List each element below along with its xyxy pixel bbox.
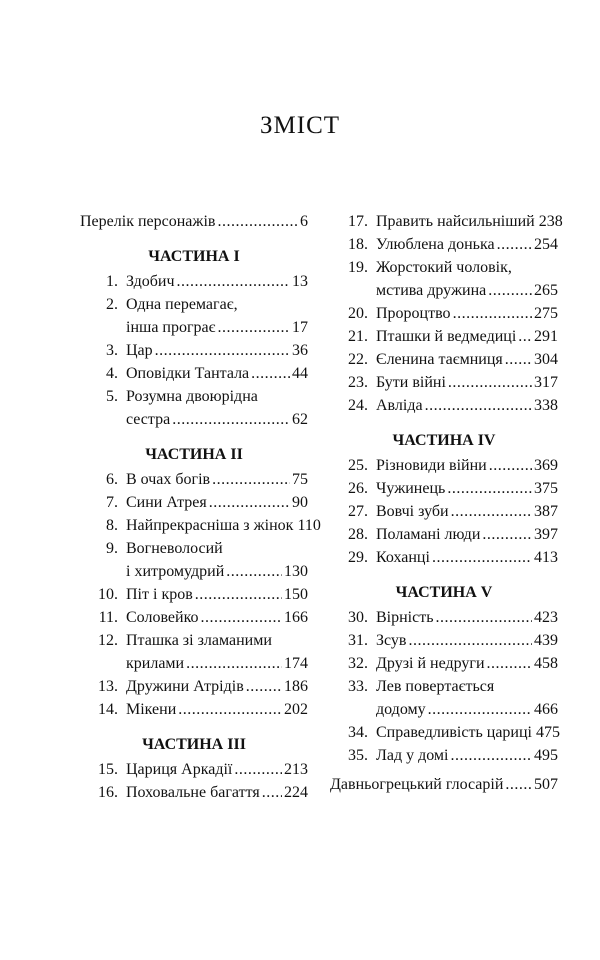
entry-page: 387 (534, 503, 558, 520)
entry-title: Здобич (126, 273, 175, 290)
toc-entry[interactable] (330, 302, 558, 325)
entry-title: В очах богів (126, 471, 211, 488)
toc-entry[interactable] (330, 477, 558, 500)
leader-dots (428, 698, 532, 721)
entry-number: 24. (348, 397, 368, 414)
entry-number: 21. (348, 328, 368, 345)
entry-page: 62 (292, 411, 308, 428)
toc-entry-line[interactable] (80, 537, 308, 560)
entry-title: Коханці (376, 549, 430, 566)
entry-number: 15. (98, 761, 118, 778)
part-entries (330, 210, 563, 417)
leader-dots (453, 302, 532, 325)
part-heading: ЧАСТИНА І (148, 248, 240, 265)
entry-number: 3. (106, 342, 118, 359)
entry-title: Вовчі зуби (376, 503, 449, 520)
entry-title: Поламані люди (376, 526, 481, 543)
leader-dots (226, 560, 282, 583)
entry-title-line1: Лев повертається (376, 678, 495, 695)
entry-page: 495 (534, 747, 558, 764)
toc-entry[interactable] (330, 233, 558, 256)
toc-entry[interactable] (330, 325, 558, 348)
entry-number: 4. (106, 365, 118, 382)
toc-entry-continuation[interactable] (80, 560, 308, 583)
toc-entry[interactable] (330, 773, 558, 796)
leader-dots (488, 279, 532, 302)
entry-number: 13. (98, 678, 118, 695)
entry-title: інша програє (126, 319, 216, 336)
leader-dots (487, 652, 532, 675)
part-heading: ЧАСТИНА ІІ (145, 446, 243, 463)
entry-page: 375 (534, 480, 558, 497)
entry-title: Править найсильніший (376, 213, 535, 230)
entry-number: 8. (106, 517, 118, 534)
toc-entry[interactable] (330, 210, 563, 233)
page-title: ЗМІСТ (259, 112, 341, 139)
leader-dots (234, 758, 282, 781)
entry-number: 22. (348, 351, 368, 368)
entry-title: Вірність (376, 609, 434, 626)
entry-number: 28. (348, 526, 368, 543)
toc-entry[interactable] (330, 500, 558, 523)
entry-page: 254 (534, 236, 558, 253)
entry-title: Давньогрецький глосарій (330, 776, 504, 793)
entry-number: 2. (106, 296, 118, 313)
toc-entry-line[interactable] (330, 675, 558, 698)
toc-column-left (80, 210, 321, 804)
entry-page: 44 (292, 365, 308, 382)
leader-dots (217, 210, 298, 233)
entry-page: 75 (292, 471, 308, 488)
entry-number: 34. (348, 724, 368, 741)
entry-title: Пророцтво (376, 305, 451, 322)
part-entries (80, 758, 308, 804)
entry-title-line1: Пташка зі зламаними (126, 632, 272, 649)
entry-number: 32. (348, 655, 368, 672)
entry-title-line1: Жорстокий чоловік, (376, 259, 512, 276)
entry-page: 275 (534, 305, 558, 322)
toc-entry[interactable] (330, 744, 558, 767)
toc-entry[interactable] (80, 468, 308, 491)
entry-number: 27. (348, 503, 368, 520)
part-entries (80, 468, 321, 721)
entry-page: 423 (534, 609, 558, 626)
leader-dots (218, 316, 290, 339)
leader-dots (178, 698, 282, 721)
toc-entry[interactable] (330, 629, 558, 652)
toc-entry[interactable] (80, 758, 308, 781)
leader-dots (155, 339, 290, 362)
entry-number: 30. (348, 609, 368, 626)
entry-page: 304 (534, 351, 558, 368)
entry-title-line1: Одна перемагає, (126, 296, 238, 313)
leader-dots (432, 546, 532, 569)
entry-title-line1: Вогневолосий (126, 540, 223, 557)
leader-dots (212, 468, 290, 491)
entry-number: 33. (348, 678, 368, 695)
toc-entry[interactable] (330, 721, 558, 744)
entry-number: 12. (98, 632, 118, 649)
leader-dots (482, 523, 532, 546)
entry-title: Різновиди війни (376, 457, 487, 474)
toc-entry-line[interactable] (80, 293, 308, 316)
entry-number: 25. (348, 457, 368, 474)
part-entries (330, 454, 558, 569)
entry-title: Лад у домі (376, 747, 449, 764)
leader-dots (246, 675, 282, 698)
leader-dots (408, 629, 532, 652)
entry-page: 110 (297, 517, 321, 534)
toc-entry-line[interactable] (80, 385, 308, 408)
leader-dots (505, 348, 532, 371)
toc-entry[interactable] (80, 362, 308, 385)
toc-entry[interactable] (330, 606, 558, 629)
entry-page: 224 (284, 784, 308, 801)
leader-dots (518, 325, 532, 348)
leader-dots (251, 362, 290, 385)
entry-title: Єленина таємниця (376, 351, 503, 368)
entry-page: 507 (534, 776, 558, 793)
entry-number: 6. (106, 471, 118, 488)
entry-number: 23. (348, 374, 368, 391)
entry-page: 6 (300, 213, 308, 230)
entry-title: Перелік персонажів (80, 213, 216, 230)
toc-entry[interactable] (330, 523, 558, 546)
entry-title: Бути війні (376, 374, 446, 391)
entry-number: 35. (348, 747, 368, 764)
entry-number: 5. (106, 388, 118, 405)
entry-page: 338 (534, 397, 558, 414)
entry-page: 17 (292, 319, 308, 336)
entry-title: Мікени (126, 701, 177, 718)
entry-page: 475 (536, 724, 560, 741)
entry-title: і хитромудрий (126, 563, 225, 580)
leader-dots (209, 491, 290, 514)
entry-page: 90 (292, 494, 308, 511)
leader-dots (172, 408, 290, 431)
entry-number: 26. (348, 480, 368, 497)
toc-entry[interactable] (80, 675, 308, 698)
leader-dots (447, 477, 532, 500)
leader-dots (195, 583, 282, 606)
toc-entry[interactable] (80, 210, 308, 233)
entry-number: 9. (106, 540, 118, 557)
toc-entry[interactable] (330, 546, 558, 569)
entry-page: 397 (534, 526, 558, 543)
entry-title: Друзі й недруги (376, 655, 485, 672)
entry-number: 11. (98, 609, 118, 626)
entry-title: Улюблена донька (376, 236, 495, 253)
entry-title-line1: Розумна двоюрідна (126, 388, 258, 405)
leader-dots (262, 781, 282, 804)
leader-dots (505, 773, 532, 796)
part-heading: ЧАСТИНА ІІІ (142, 736, 246, 753)
entry-number: 7. (106, 494, 118, 511)
entry-page: 439 (534, 632, 558, 649)
entry-title: Справедливість цариці (376, 724, 532, 741)
entry-page: 186 (284, 678, 308, 695)
toc-entry-continuation[interactable] (330, 279, 558, 302)
entry-number: 1. (106, 273, 118, 290)
entry-number: 17. (348, 213, 368, 230)
entry-number: 18. (348, 236, 368, 253)
leader-dots (451, 500, 532, 523)
entry-page: 202 (284, 701, 308, 718)
entry-title: Авліда (376, 397, 423, 414)
leader-dots (177, 270, 290, 293)
leader-dots (425, 394, 532, 417)
entry-title: додому (376, 701, 426, 718)
leader-dots (448, 371, 532, 394)
entry-number: 10. (98, 586, 118, 603)
toc-entry[interactable] (80, 514, 321, 537)
toc-entry[interactable] (80, 698, 308, 721)
entry-page: 458 (534, 655, 558, 672)
entry-number: 20. (348, 305, 368, 322)
entry-title: Соловейко (126, 609, 199, 626)
entry-page: 213 (284, 761, 308, 778)
entry-page: 265 (534, 282, 558, 299)
toc-entry[interactable] (80, 491, 308, 514)
entry-number: 31. (348, 632, 368, 649)
entry-title: Зсув (376, 632, 407, 649)
entry-title: Піт і кров (126, 586, 193, 603)
entry-title: Чужинець (376, 480, 446, 497)
toc-entry[interactable] (330, 394, 558, 417)
entry-title: Дружини Атрідів (126, 678, 244, 695)
leader-dots (436, 606, 532, 629)
entry-number: 19. (348, 259, 368, 276)
entry-title: Цариця Аркадії (126, 761, 233, 778)
toc-entry[interactable] (80, 339, 308, 362)
toc-entry-line[interactable] (330, 256, 558, 279)
entry-page: 317 (534, 374, 558, 391)
entry-page: 291 (534, 328, 558, 345)
toc-entry[interactable] (330, 454, 558, 477)
entry-title: Цар (126, 342, 153, 359)
toc-entry[interactable] (80, 781, 308, 804)
part-entries (330, 606, 558, 767)
entry-title: Найпрекрасніша з жінок (126, 517, 294, 534)
entry-number: 14. (98, 701, 118, 718)
entry-title: Пташки й ведмедиці (376, 328, 517, 345)
part-entries (80, 270, 308, 431)
entry-page: 369 (534, 457, 558, 474)
toc-entry[interactable] (330, 348, 558, 371)
leader-dots (451, 744, 533, 767)
entry-page: 13 (292, 273, 308, 290)
toc-entry-continuation[interactable] (80, 408, 308, 431)
part-heading: ЧАСТИНА IV (392, 432, 496, 449)
toc-entry[interactable] (80, 270, 308, 293)
leader-dots (489, 454, 532, 477)
entry-page: 174 (284, 655, 308, 672)
toc-entry-continuation[interactable] (80, 652, 308, 675)
part-heading: ЧАСТИНА V (395, 584, 493, 601)
entry-title: крилами (126, 655, 185, 672)
entry-page: 466 (534, 701, 558, 718)
toc-entry[interactable] (80, 583, 308, 606)
leader-dots (186, 652, 282, 675)
entry-page: 36 (292, 342, 308, 359)
toc-entry[interactable] (330, 371, 558, 394)
toc-column-right (330, 210, 563, 796)
entry-title: Поховальне багаття (126, 784, 260, 801)
entry-page: 238 (538, 213, 563, 230)
entry-title: сестра (126, 411, 171, 428)
toc-entry[interactable] (80, 606, 308, 629)
entry-title: Оповідки Тантала (126, 365, 250, 382)
toc-entry-continuation[interactable] (80, 316, 308, 339)
entry-page: 166 (284, 609, 308, 626)
entry-number: 16. (98, 784, 118, 801)
entry-number: 29. (348, 549, 368, 566)
entry-title: Сини Атрея (126, 494, 207, 511)
toc-entry-line[interactable] (80, 629, 308, 652)
toc-entry-continuation[interactable] (330, 698, 558, 721)
leader-dots (201, 606, 282, 629)
toc-entry[interactable] (330, 652, 558, 675)
entry-title: мстива дружина (376, 282, 487, 299)
entry-page: 150 (284, 586, 308, 603)
entry-page: 130 (284, 563, 308, 580)
leader-dots (497, 233, 532, 256)
entry-page: 413 (534, 549, 558, 566)
